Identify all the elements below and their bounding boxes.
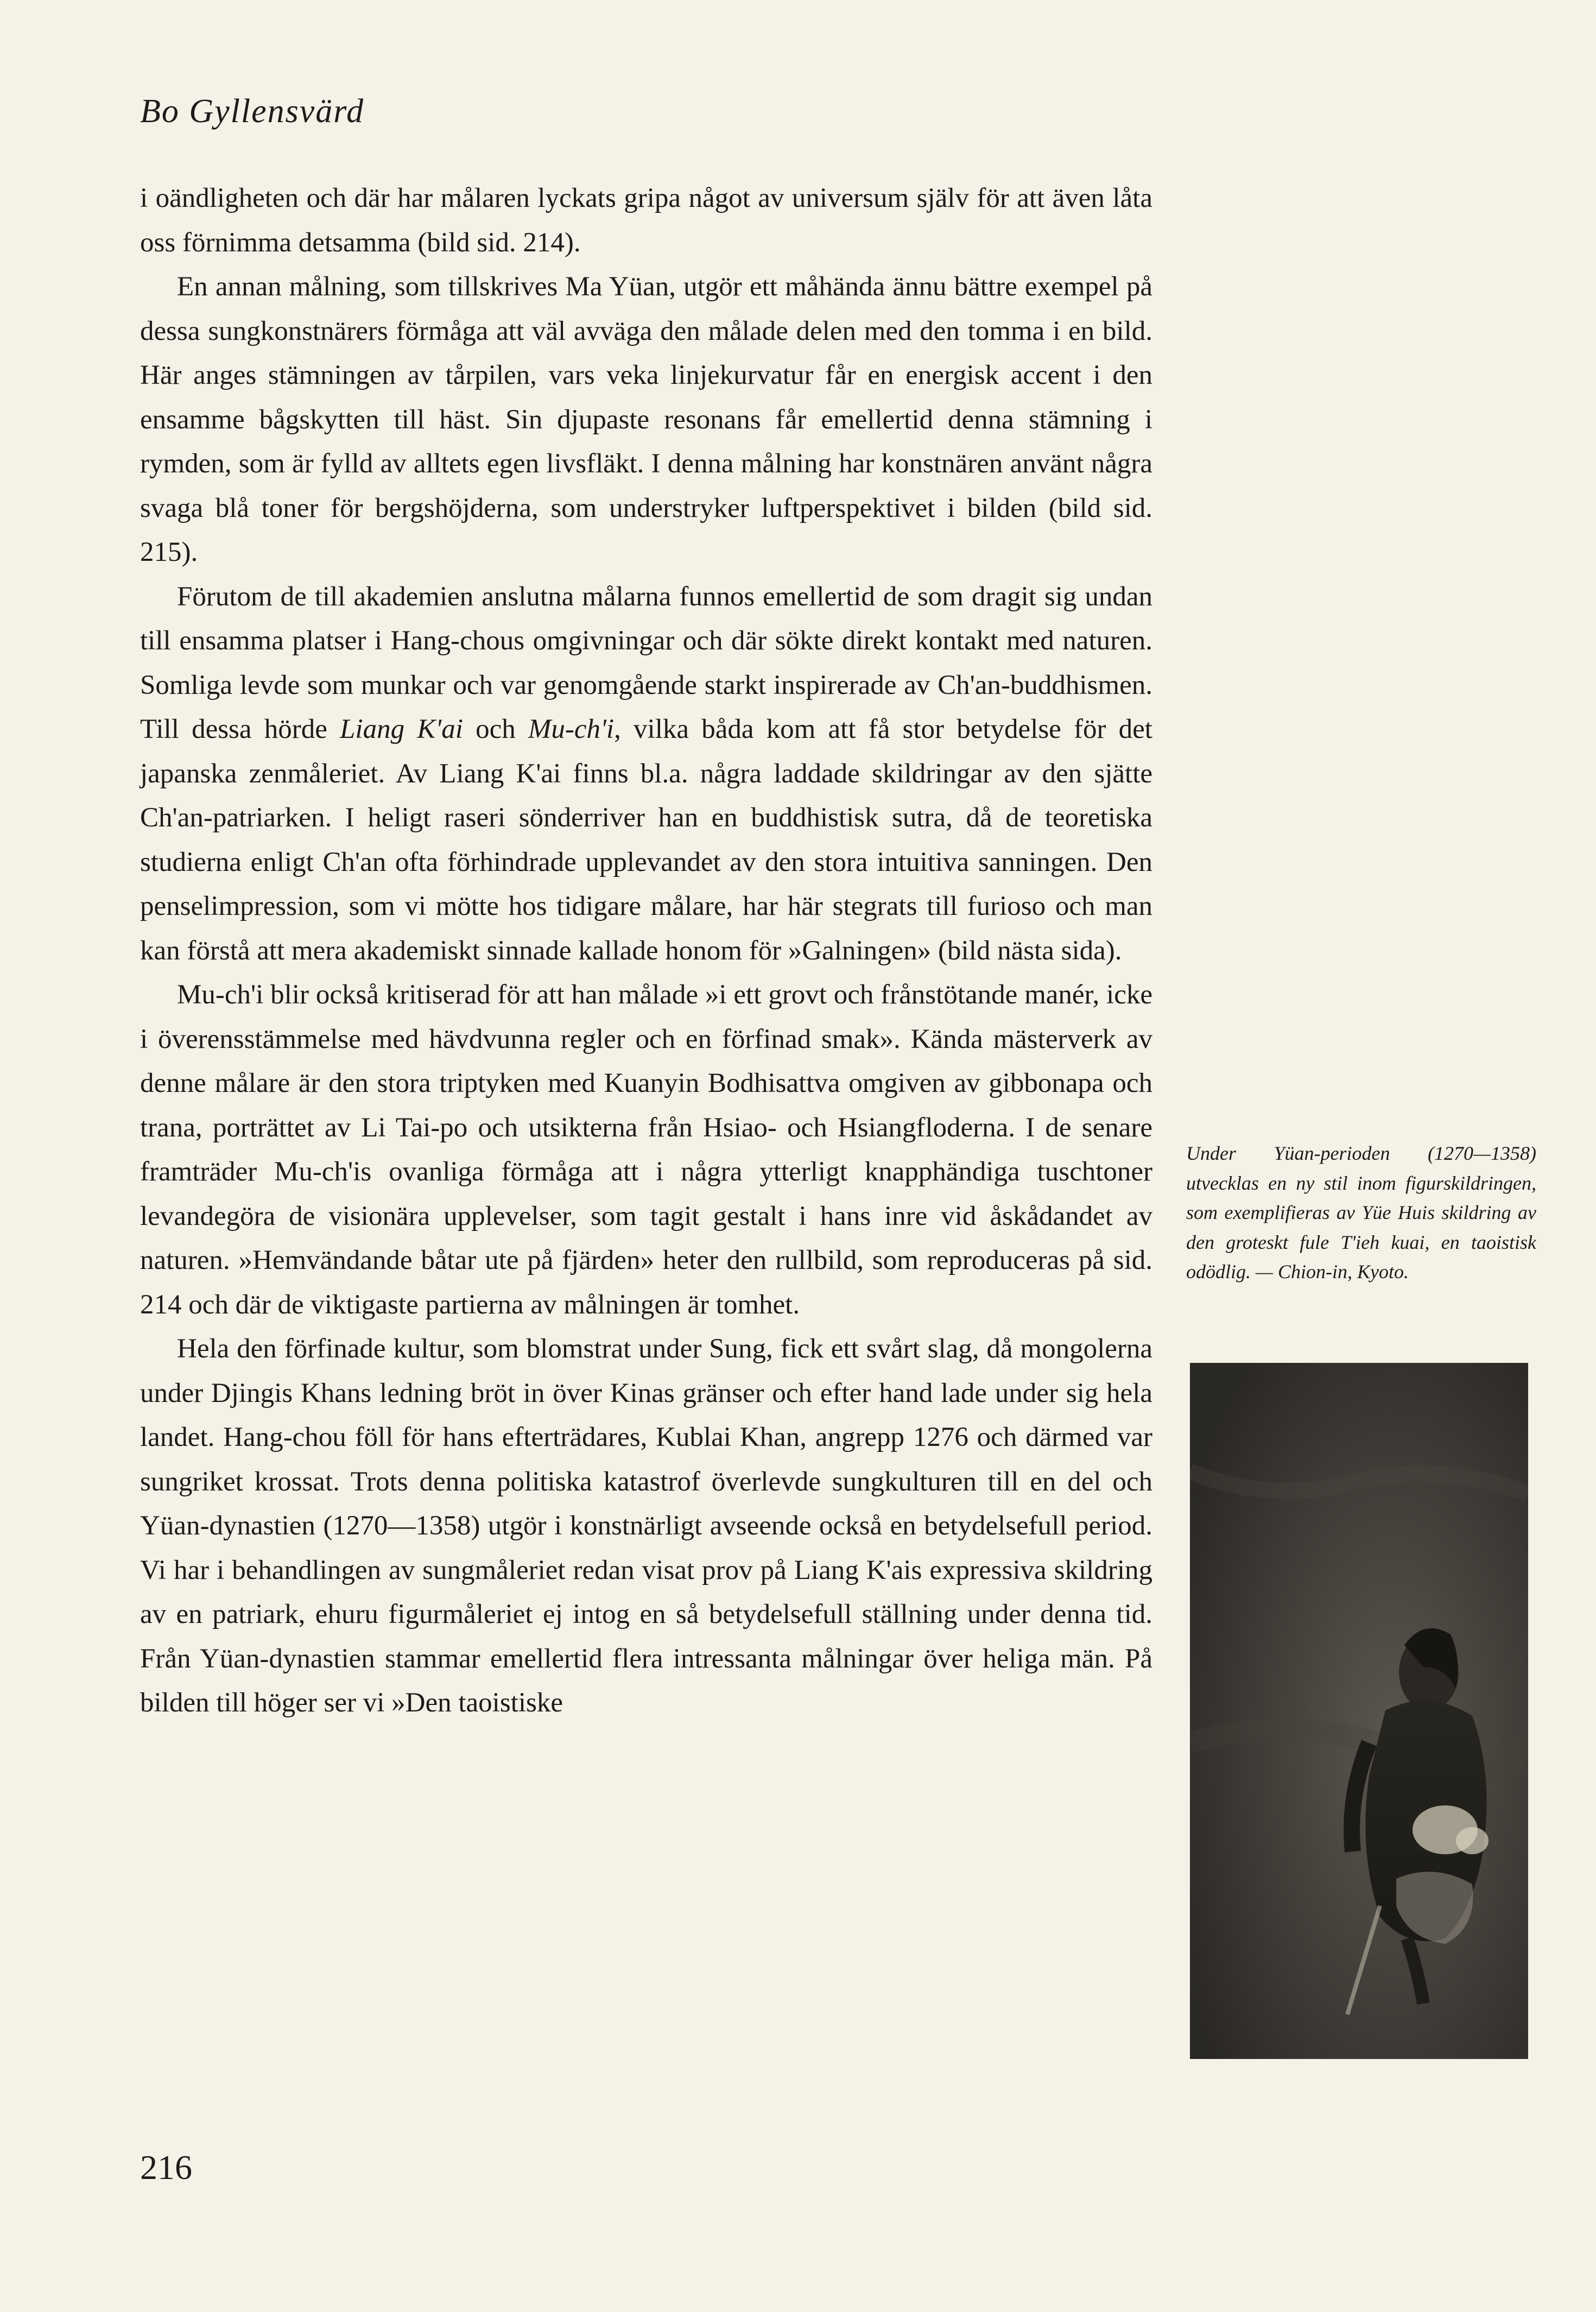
figure-caption: Under Yüan-perioden (1270—1358) utvecklas en ny stil inom figurskildringen, som exemplifieras av Yüe Huis skildring av den groteskt fule T'ieh kuai, en taoistisk odödlig. — Chion-in, Kyoto.: [1186, 1142, 1536, 1283]
body-text: [140, 176, 1152, 1726]
text-run: Mu-ch'i blir också kritiserad för att han målade »i ett grovt och frånstötande manér, icke i överensstämmelse med hävdvunna regler och en förfinad smak». Kända mästerverk av denne målare är den stora triptyken med Kuanyin Bodhisattva omgiven av gibbonapa och trana, porträttet av Li Tai-po och utsikterna från Hsiao- och Hsiangfloderna. I de senare framträder Mu-ch'is ovanliga förmåga att i några ytterligt knapphändiga tuschtoner levandegöra de visionära upplevelser, som tagit gestalt i hans inre vid åskådandet av naturen. »Hemvändande båtar ute på fjärden» heter den rullbild, som reproduceras på sid. 214 och där de viktigaste partierna av målningen är tomhet.: [140, 980, 1152, 1320]
body-paragraph: [140, 176, 1152, 265]
text-run: och: [463, 714, 528, 744]
text-run: En annan målning, som tillskrives Ma Yüan, utgör ett måhända ännu bättre exempel på dessa sungkonstnärers förmåga att väl avväga den målade delen med den tomma i en bild. Här anges stämningen av tårpilen, vars veka linjekurvatur får en energisk accent i den ensamme bågskytten till häst. Sin djupaste resonans får emellertid denna stämning i rymden, som är fylld av alltets egen livsfläkt. I denna målning har konstnären använt några svaga blå toner för bergshöjderna, som understryker luftperspektivet i bilden (bild sid. 215).: [140, 271, 1152, 567]
italic-name: Liang K'ai: [340, 714, 463, 744]
text-run: , vilka båda kom att få stor betydelse för det japanska zenmåleriet. Av Liang K'ai finns bl.a. några laddade skildringar av den sjätte Ch'an-patriarken. I heligt raseri sönderriver han en buddhistisk sutra, då de teoretiska studierna enligt Ch'an ofta förhindrade upplevandet av den stora intuitiva sanningen. Den penselimpression, som vi mötte hos tidigare målare, har här stegrats till furioso och man kan förstå att mera akademiskt sinnade kallade honom för »Galningen» (bild nästa sida).: [140, 714, 1152, 966]
body-paragraph: [140, 1327, 1152, 1726]
body-paragraph: [140, 575, 1152, 974]
text-run: Förutom de till akademien anslutna målarna funnos emellertid de som dragit sig undan till ensamma platser i Hang-chous omgivningar och där sökte direkt kontakt med naturen. Somliga levde som munkar och var genomgående starkt inspirerade av Ch'an-buddhismen. Till dessa hörde: [140, 581, 1152, 744]
body-paragraph: [140, 973, 1152, 1327]
text-run: Hela den förfinade kultur, som blomstrat under Sung, fick ett svårt slag, då mongolerna under Djingis Khans ledning bröt in över Kinas gränser och efter hand lade under sig hela landet. Hang-chou föll för hans efterträdares, Kublai Khan, angrepp 1276 och därmed var sungriket krossat. Trots denna politiska katastrof överlevde sungkulturen till en del och Yüan-dynastien (1270—1358) utgör i konstnärligt avseende också en betydelsefull period. Vi har i behandlingen av sungmåleriet redan visat prov på Liang K'ais expressiva skildring av en patriark, ehuru figurmåleriet ej intog en så betydelsefull ställning under denna tid. Från Yüan-dynastien stammar emellertid flera intressanta målningar över heliga män. På bilden till höger ser vi »Den taoistiske: [140, 1334, 1152, 1718]
page-number: 216: [140, 2148, 192, 2187]
figure-painting-tieh-kuai: [1190, 1363, 1528, 2059]
body-paragraph: [140, 265, 1152, 575]
text-run: i oändligheten och där har målaren lyckats gripa något av universum själv för att även låta oss förnimma detsamma (bild sid. 214).: [140, 183, 1152, 258]
italic-name: Mu-ch'i: [528, 714, 615, 744]
running-header-author: Bo Gyllensvärd: [140, 93, 365, 130]
painting-image: [1190, 1363, 1528, 2059]
